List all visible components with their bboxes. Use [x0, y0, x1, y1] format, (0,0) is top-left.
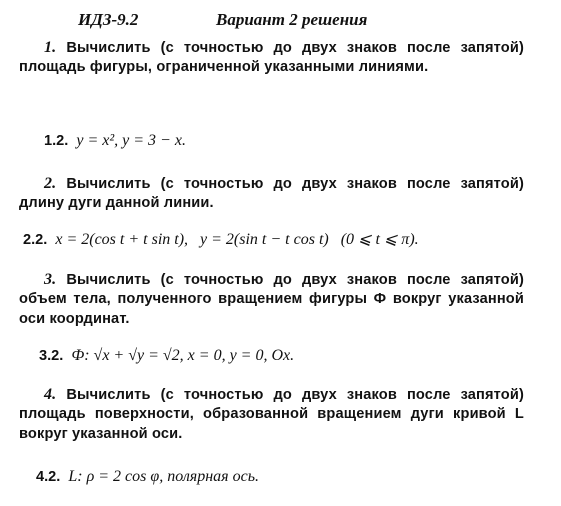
task-1-condition-label: 1.2.: [44, 133, 69, 149]
task-3-paragraph: [19, 270, 524, 329]
task-2-condition-range: (0 ⩽ t ⩽ π).: [340, 231, 419, 248]
task-3-statement: [19, 270, 524, 329]
task-2-condition-formula-y: y = 2(sin t − t cos t): [200, 231, 329, 248]
task-1-statement: [19, 38, 524, 78]
task-1-number: 1.: [44, 39, 57, 56]
task-4-condition-formula: L: ρ = 2 cos φ, полярная ось.: [68, 468, 259, 485]
task-4-condition-label: 4.2.: [36, 469, 61, 485]
variant-title: Вариант 2 решения: [216, 10, 368, 29]
task-3-condition: [39, 345, 561, 367]
task-2-text: Вычислить (с точностью до двух знаков после запятой) длину дуги данной линии.: [19, 176, 524, 212]
task-3-text: Вычислить (с точностью до двух знаков после запятой) объем тела, полученного вращением фигуры Ф вокруг указанной оси координат.: [19, 272, 524, 327]
task-1-condition: [44, 130, 561, 152]
task-4-number: 4.: [44, 386, 57, 403]
task-4-statement: [19, 385, 524, 444]
assignment-code: ИДЗ-9.2: [78, 10, 139, 29]
task-2-condition-formula-x: x = 2(cos t + t sin t),: [55, 231, 189, 248]
task-4-paragraph: [19, 385, 524, 444]
task-2-statement: [19, 174, 524, 214]
task-1-condition-formula: y = x², y = 3 − x.: [76, 132, 186, 149]
task-1-text: Вычислить (с точностью до двух знаков после запятой) площадь фигуры, ограниченной указанными линиями.: [19, 40, 524, 76]
task-4-condition: [36, 466, 561, 488]
task-3-number: 3.: [44, 271, 57, 288]
document-header: [0, 10, 561, 32]
task-1-paragraph: [19, 38, 524, 78]
task-2-condition: [23, 229, 553, 251]
task-4-text: Вычислить (с точностью до двух знаков после запятой) площадь поверхности, образованной вращением дуги кривой L вокруг указанной оси.: [19, 387, 524, 442]
task-2-condition-label: 2.2.: [23, 232, 48, 248]
task-3-condition-formula: Ф: √x + √y = √2, x = 0, y = 0, Ox.: [71, 347, 295, 364]
task-2-number: 2.: [44, 175, 57, 192]
task-2-paragraph: [19, 174, 524, 214]
task-3-condition-label: 3.2.: [39, 348, 64, 364]
